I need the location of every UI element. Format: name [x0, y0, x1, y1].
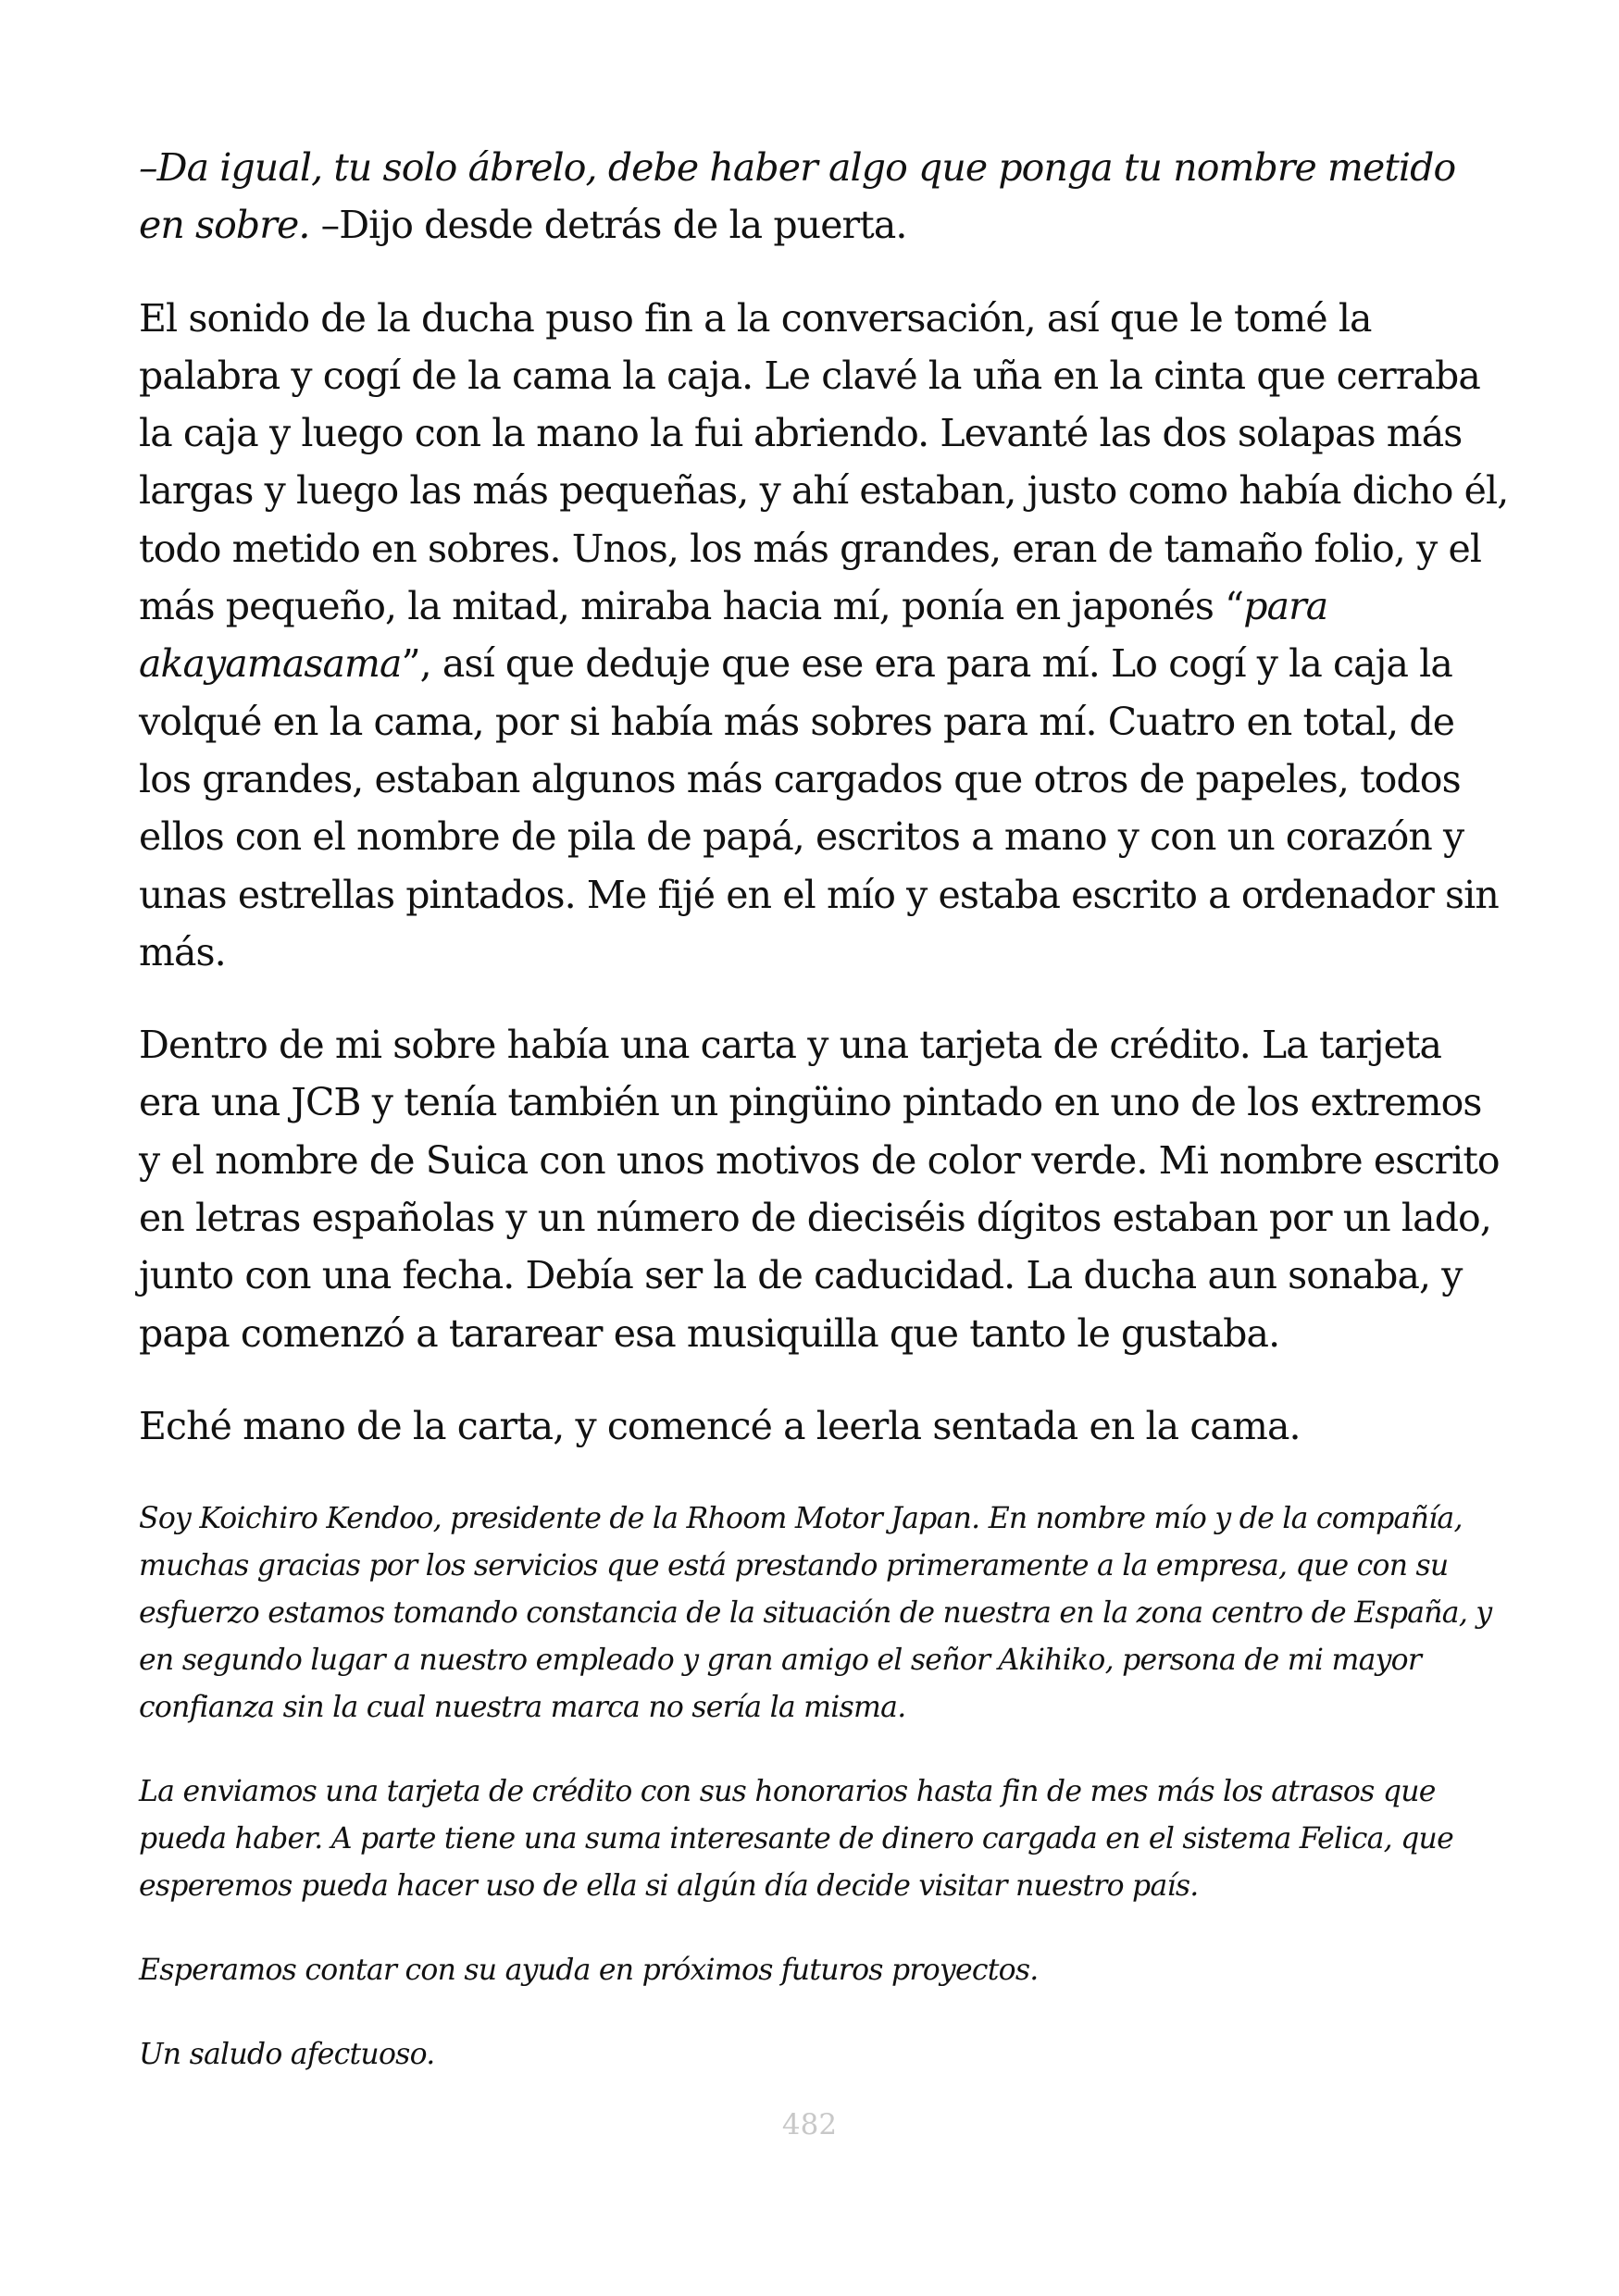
paragraph-2-japanese-label: para akayamasama — [139, 584, 1328, 687]
paragraph-2 — [139, 290, 1509, 982]
letter-closing: Un saludo afectuoso. — [139, 2038, 435, 2072]
paragraph-2-text: El sonido de la ducha puso fin a la conversación, así que le tomé la palabra y cogí de la cama la caja. Le clavé la uña en la cinta que cerraba la caja y luego con la mano la fui abriendo. Levanté las dos solapas más largas y luego las más pequeñas, y ahí estaban, justo como había dicho él, todo metido en sobres. Unos, los más grandes, eran de tamaño folio, y el más pequeño, la mitad, miraba hacia mí, ponía en japonés “ — [139, 295, 1509, 629]
letter-paragraph-1: Soy Koichiro Kendoo, presidente de la Rhoom Motor Japan. En nombre mío y de la compañía, muchas gracias por los servicios que está prestando primeramente a la empresa, que con su esfuerzo estamos tomando constancia de la situación de nuestra en la zona centro de España, y en segundo lugar a nuestro empleado y gran amigo el señor Akihiko, persona de mi mayor confianza sin la cual nuestra marca no sería la misma. — [139, 1502, 1492, 1725]
paragraph-3: Dentro de mi sobre había una carta y una tarjeta de crédito. La tarjeta era una JCB y tenía también un pingüino pintado en uno de los extremos y el nombre de Suica con unos motivos de color verde. Mi nombre escrito en letras españolas y un número de dieciséis dígitos estaban por un lado, junto con una fecha. Debía ser la de caducidad. La ducha aun sonaba, y papa comenzó a tararear esa musiquilla que tanto le gustaba. — [139, 1023, 1500, 1356]
paragraph-1-narration: –Dijo desde detrás de la puerta. — [309, 203, 907, 248]
paragraph-2-text-rest: ”, así que deduje que ese era para mí. Lo cogí y la caja la volqué en la cama, por si había más sobres para mí. Cuatro en total, de los grandes, estaban algunos más cargados que otros de papeles, todos ellos con el nombre de pila de papá, escritos a mano y con un corazón y unas estrellas pintados. Me fijé en el mío y estaba escrito a ordenador sin más. — [139, 641, 1499, 974]
letter-block — [139, 1496, 1509, 2079]
paragraph-4: Eché mano de la carta, y comencé a leerla sentada en la cama. — [139, 1403, 1301, 1448]
page-content — [139, 139, 1509, 2116]
paragraph-1 — [139, 139, 1509, 254]
letter-paragraph-2: La enviamos una tarjeta de crédito con sus honorarios hasta fin de mes más los atrasos que pueda haber. A parte tiene una suma interesante de dinero cargada en el sistema Felica, que esperemos pueda hacer uso de ella si algún día decide visitar nuestro país. — [139, 1775, 1453, 1904]
page-number: 482 — [781, 2108, 838, 2141]
letter-paragraph-3: Esperamos contar con su ayuda en próximos futuros proyectos. — [139, 1954, 1039, 1988]
paragraph-1-dialogue: –Da igual, tu solo ábrelo, debe haber algo que ponga tu nombre metido en sobre. — [139, 145, 1456, 248]
